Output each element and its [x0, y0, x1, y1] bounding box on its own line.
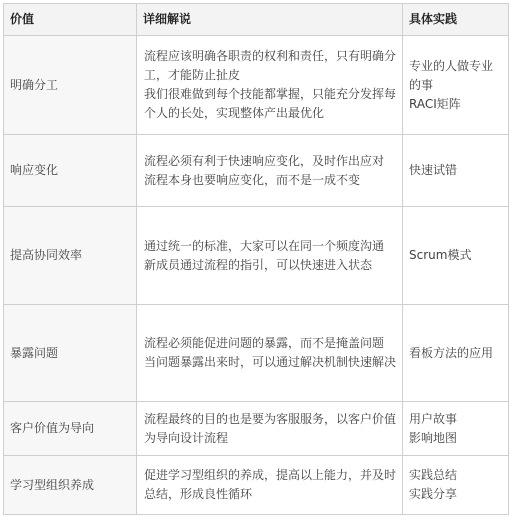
detail-line: 通过统一的标准，大家可以在同一个频度沟通	[144, 238, 385, 253]
table-row	[4, 456, 509, 515]
row-value: 客户价值为导向	[4, 402, 137, 456]
table-row	[4, 135, 509, 207]
row-value: 暴露问题	[4, 305, 137, 402]
detail-line: 当问题暴露出来时，可以通过解决机制快速解决	[144, 355, 397, 369]
detail-line: 流程必须能促进问题的暴露，而不是掩盖问题	[144, 336, 385, 350]
detail-line: 流程最终的目的也是要为客服服务，以客户价值为导向设计流程	[144, 411, 397, 445]
values-table	[3, 3, 509, 515]
practice-line: 影响地图	[409, 430, 458, 445]
row-detail	[137, 135, 403, 207]
header-detail: 详细解说	[137, 4, 403, 36]
detail-line: 流程必须有利于快速响应变化，及时作出应对	[144, 153, 385, 168]
row-value: 提高协同效率	[4, 207, 137, 305]
table-row	[4, 36, 509, 135]
row-practice	[403, 207, 509, 305]
row-practice	[403, 135, 509, 207]
detail-line: 我们很难做到每个技能都掌握，只能充分发挥每个人的长处，实现整体产出最优化	[144, 87, 397, 120]
practice-line: 专业的人做专业的事	[409, 58, 494, 92]
row-value: 学习型组织养成	[4, 456, 137, 515]
row-value: 响应变化	[4, 135, 137, 207]
table-header-row	[4, 4, 509, 36]
header-value: 价值	[4, 4, 137, 36]
row-detail	[137, 402, 403, 456]
detail-line: 促进学习型组织的养成，提高以上能力，并及时总结，形成良性循环	[144, 468, 397, 501]
table-row	[4, 207, 509, 305]
practice-line: Scrum模式	[409, 248, 472, 262]
practice-line: 用户故事	[409, 411, 458, 426]
row-practice	[403, 402, 509, 456]
row-detail	[137, 36, 403, 135]
detail-line: 流程本身也要响应变化，而不是一成不变	[144, 172, 361, 187]
row-practice	[403, 36, 509, 135]
row-practice	[403, 305, 509, 402]
row-practice	[403, 456, 509, 515]
row-detail	[137, 207, 403, 305]
row-detail	[137, 456, 403, 515]
detail-line: 流程应该明确各职责的权利和责任，只有明确分工，才能防止扯皮	[144, 49, 397, 82]
practice-line: 实践分享	[409, 487, 458, 501]
practice-line: 看板方法的应用	[409, 345, 494, 360]
practice-line: 快速试错	[409, 163, 458, 177]
row-value: 明确分工	[4, 36, 137, 135]
table-row	[4, 402, 509, 456]
detail-line: 新成员通过流程的指引，可以快速进入状态	[144, 257, 373, 272]
practice-line: RACI矩阵	[409, 96, 461, 111]
table-row	[4, 305, 509, 402]
row-detail	[137, 305, 403, 402]
header-practice: 具体实践	[403, 4, 509, 36]
practice-line: 实践总结	[409, 468, 458, 482]
